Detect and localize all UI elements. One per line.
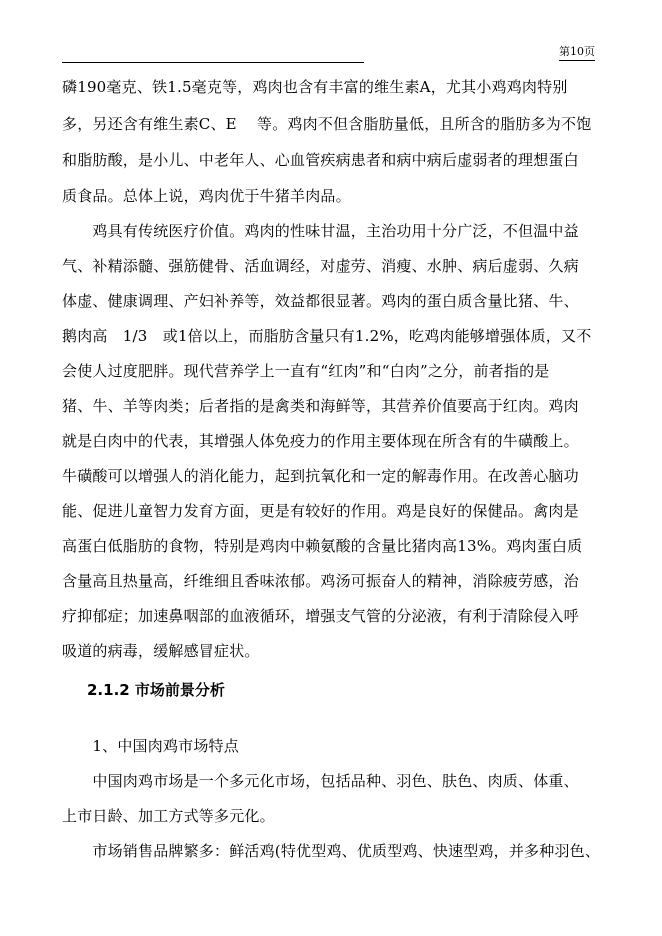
text-line: 气、补精添髓、强筋健骨、活血调经，对虚劳、消瘦、水肿、病后虚弱、久病	[62, 257, 579, 275]
text-line: 鸡具有传统医疗价值。鸡肉的性味甘温，主治功用十分广泛，不但温中益	[62, 222, 579, 240]
text-line: 就是白肉中的代表，其增强人体免疫力的作用主要体现在所含有的牛磺酸上。	[62, 432, 579, 450]
text-line: 含量高且热量高，纤维细且香味浓郁。鸡汤可振奋人的精神，消除疲劳感，治	[62, 572, 579, 590]
text-line: 能、促进儿童智力发育方面，更是有较好的作用。鸡是良好的保健品。禽肉是	[62, 502, 579, 520]
text-line: 质食品。总体上说，鸡肉优于牛猪羊肉品。	[62, 187, 351, 205]
text-line: 猪、牛、羊等肉类；后者指的是禽类和海鲜等，其营养价值要高于红肉。鸡肉	[62, 397, 579, 415]
header-rule	[62, 62, 364, 63]
section-heading: 2.1.2 市场前景分析	[87, 681, 225, 699]
text-line: 鹅肉高 1/3 或1倍以上，而脂肪含量只有1.2%，吃鸡肉能够增强体质，又不	[62, 327, 592, 345]
text-line: 市场销售品牌繁多：鲜活鸡(特优型鸡、优质型鸡、快速型鸡，并多种羽色、	[62, 842, 601, 860]
text-line: 高蛋白低脂肪的食物，特别是鸡肉中赖氨酸的含量比猪肉高13%。鸡肉蛋白质	[62, 537, 583, 555]
text-line: 吸道的病毒，缓解感冒症状。	[62, 642, 260, 660]
text-line: 和脂肪酸，是小儿、中老年人、心血管疾病患者和病中病后虚弱者的理想蛋白	[62, 151, 579, 169]
text-line: 上市日龄、加工方式等多元化。	[62, 807, 275, 825]
text-line: 会使人过度肥胖。现代营养学上一直有“红肉”和“白肉”之分，前者指的是	[62, 362, 550, 380]
text-line: 中国肉鸡市场是一个多元化市场，包括品种、羽色、肤色、肉质、体重、	[62, 772, 579, 790]
text-line: 磷190毫克、铁1.5毫克等，鸡肉也含有丰富的维生素A，尤其小鸡鸡肉特别	[62, 78, 568, 96]
text-line: 体虚、健康调理、产妇补养等，效益都很显著。鸡肉的蛋白质含量比猪、牛、	[62, 292, 579, 310]
page-number: 第10页	[559, 43, 595, 61]
text-line: 牛磺酸可以增强人的消化能力，起到抗氧化和一定的解毒作用。在改善心脑功	[62, 467, 579, 485]
text-line: 疗抑郁症；加速鼻咽部的血液循环，增强支气管的分泌液，有利于清除侵入呼	[62, 607, 579, 625]
text-line: 1、中国肉鸡市场特点	[62, 737, 239, 755]
text-line: 多，另还含有维生素C、E 等。鸡肉不但含脂肪量低，且所含的脂肪多为不饱	[62, 115, 592, 133]
